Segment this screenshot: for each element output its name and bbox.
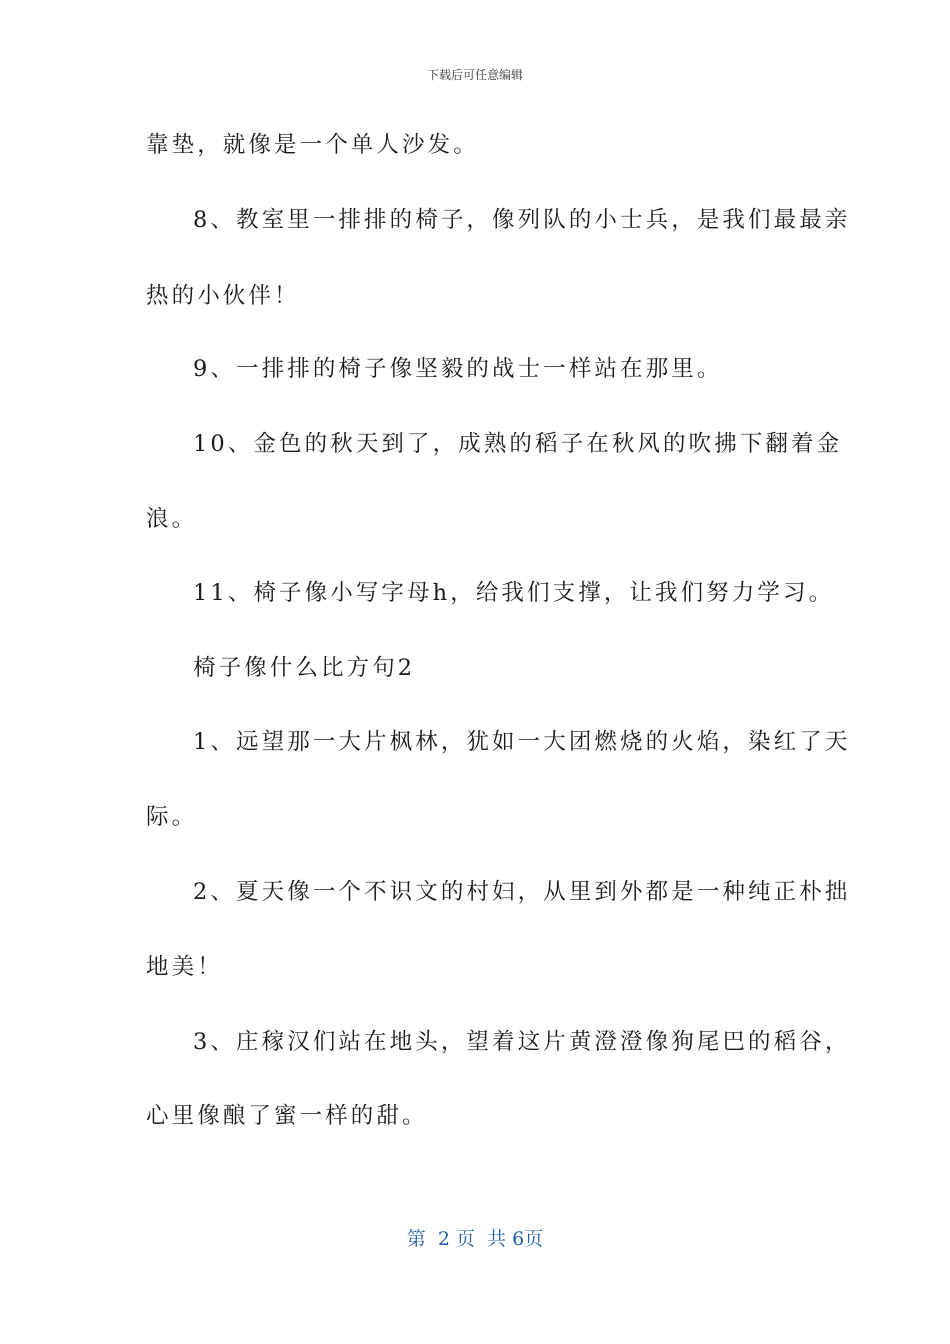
page-number-footer: 第 2 页 共 6页 bbox=[406, 1228, 544, 1250]
paragraph-line: 10、金色的秋天到了，成熟的稻子在秋风的吹拂下翻着金 bbox=[193, 431, 843, 457]
paragraph-line: 2、夏天像一个不识文的村妇，从里到外都是一种纯正朴拙 bbox=[193, 879, 851, 905]
paragraph-line: 靠垫，就像是一个单人沙发。 bbox=[146, 132, 479, 158]
paragraph-line: 际。 bbox=[146, 804, 198, 830]
paragraph-line: 11、椅子像小写字母h，给我们支撑，让我们努力学习。 bbox=[193, 580, 835, 606]
page-header: 下载后可任意编辑 bbox=[426, 68, 523, 82]
paragraph-line: 9、一排排的椅子像坚毅的战士一样站在那里。 bbox=[193, 356, 723, 382]
paragraph-line: 热的小伙伴！ bbox=[146, 283, 300, 309]
paragraph-line: 浪。 bbox=[146, 506, 198, 532]
section-heading: 椅子像什么比方句2 bbox=[193, 655, 416, 681]
paragraph-line: 3、庄稼汉们站在地头，望着这片黄澄澄像狗尾巴的稻谷， bbox=[193, 1029, 851, 1055]
paragraph-line: 1、远望那一大片枫林，犹如一大团燃烧的火焰，染红了天 bbox=[193, 729, 851, 755]
paragraph-line: 8、教室里一排排的椅子，像列队的小士兵，是我们最最亲 bbox=[193, 207, 851, 233]
paragraph-line: 心里像酿了蜜一样的甜。 bbox=[146, 1103, 428, 1129]
paragraph-line: 地美！ bbox=[146, 954, 223, 980]
